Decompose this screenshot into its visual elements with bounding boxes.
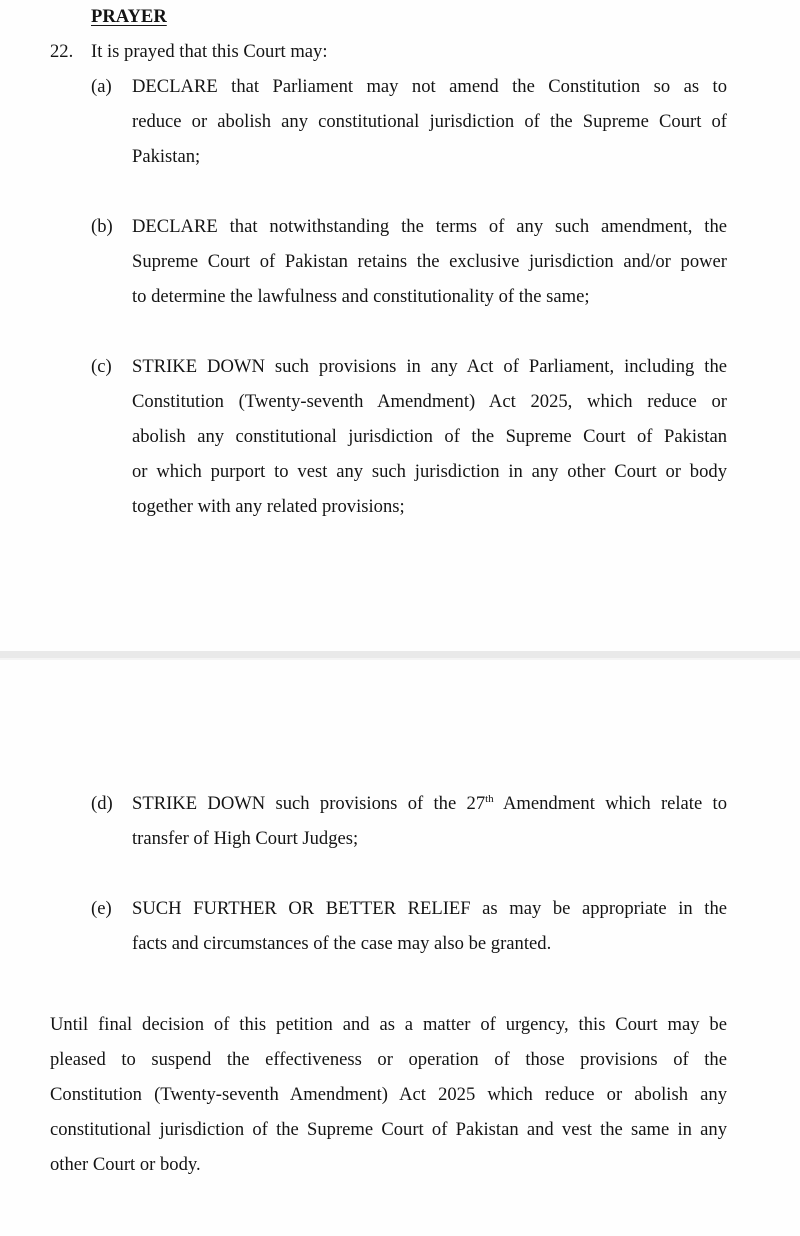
item-line: DECLARE that notwithstanding the terms of any such amendment, the bbox=[132, 216, 727, 237]
item-line: together with any related provisions; bbox=[132, 496, 405, 517]
item-line: reduce or abolish any constitutional jurisdiction of the Supreme Court of bbox=[132, 111, 727, 132]
item-line bbox=[132, 793, 727, 815]
item-line: SUCH FURTHER OR BETTER RELIEF as may be appropriate in the bbox=[132, 898, 727, 919]
item-line: transfer of High Court Judges; bbox=[132, 828, 359, 849]
paragraph-intro: It is prayed that this Court may: bbox=[91, 41, 328, 62]
paragraph-line: constitutional jurisdiction of the Supreme Court of Pakistan and vest the same in any bbox=[50, 1119, 727, 1140]
item-label: (d) bbox=[91, 793, 113, 814]
item-line: abolish any constitutional jurisdiction of the Supreme Court of Pakistan bbox=[132, 426, 727, 447]
ordinal-suffix: th bbox=[485, 793, 494, 805]
item-line: DECLARE that Parliament may not amend the Constitution so as to bbox=[132, 76, 727, 97]
item-line-text: Amendment which relate to bbox=[493, 793, 727, 814]
item-line: Constitution (Twenty-seventh Amendment) Act 2025, which reduce or bbox=[132, 391, 727, 412]
page-break bbox=[0, 651, 800, 658]
item-line: Pakistan; bbox=[132, 146, 201, 167]
paragraph-line: Until final decision of this petition and as a matter of urgency, this Court may be bbox=[50, 1014, 727, 1035]
item-line: or which purport to vest any such jurisdiction in any other Court or body bbox=[132, 461, 727, 482]
paragraph-number: 22. bbox=[50, 41, 74, 62]
item-line: facts and circumstances of the case may also be granted. bbox=[132, 933, 552, 954]
item-label: (a) bbox=[91, 76, 112, 97]
paragraph-line: other Court or body. bbox=[50, 1154, 201, 1175]
item-line-text: STRIKE DOWN such provisions of the 27 bbox=[132, 793, 486, 814]
paragraph-line: pleased to suspend the effectiveness or operation of those provisions of the bbox=[50, 1049, 727, 1070]
item-line: STRIKE DOWN such provisions in any Act of Parliament, including the bbox=[132, 356, 727, 377]
item-label: (c) bbox=[91, 356, 112, 377]
item-line: to determine the lawfulness and constitutionality of the same; bbox=[132, 286, 590, 307]
section-heading: PRAYER bbox=[91, 6, 167, 27]
item-label: (e) bbox=[91, 898, 112, 919]
item-line: Supreme Court of Pakistan retains the exclusive jurisdiction and/or power bbox=[132, 251, 727, 272]
paragraph-line: Constitution (Twenty-seventh Amendment) Act 2025 which reduce or abolish any bbox=[50, 1084, 727, 1105]
item-label: (b) bbox=[91, 216, 113, 237]
